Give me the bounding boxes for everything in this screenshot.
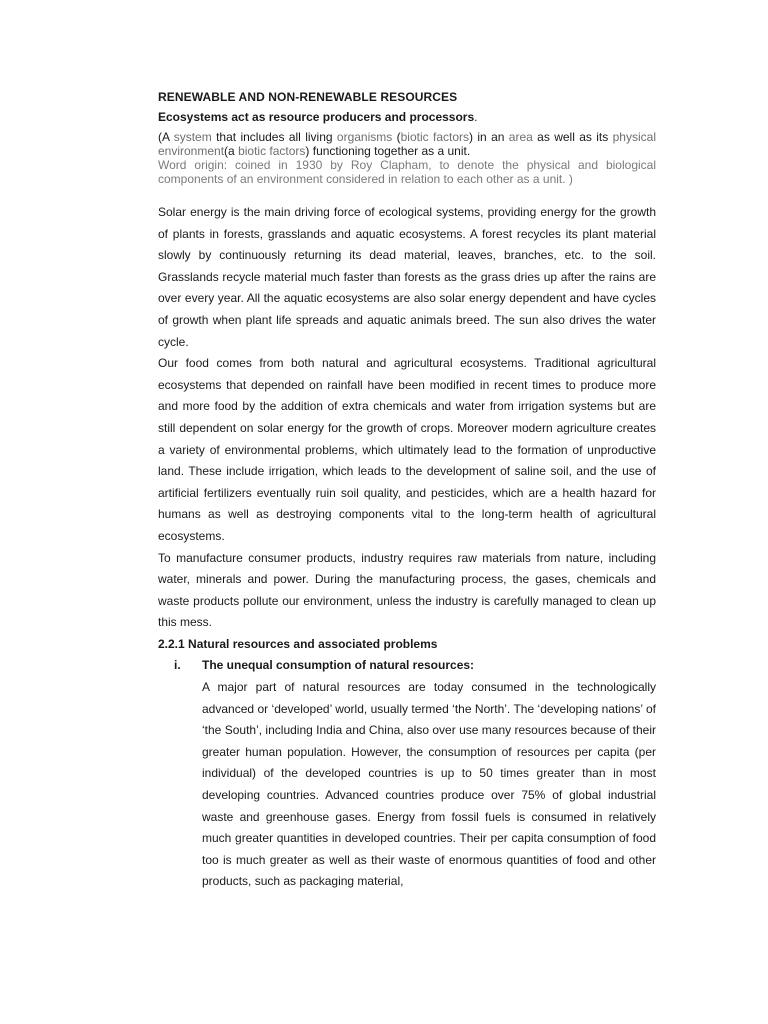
document-subtitle <box>158 108 656 126</box>
definition-text: ( <box>392 130 401 144</box>
link-area[interactable]: area <box>508 130 533 144</box>
ecosystem-definition <box>158 130 656 186</box>
list-item-body: A major part of natural resources are today consumed in the technologically advanced or ‘developed’ world, usually termed ‘the North’. The ‘developing nations’ of ‘the South’, including India and China, also over use many resources because of their greater human population. However, the consumption of resources per capita (per individual) of the developed countries is up to 50 times greater than in most developing countries. Advanced countries produce over 75% of global industrial waste and greenhouse gases. Energy from fossil fuels is consumed in relatively much greater quantities in developed countries. Their per capita consumption of food too is much greater as well as their waste of enormous quantities of food and other products, such as packaging material, <box>202 680 656 889</box>
document-content <box>158 88 656 893</box>
definition-text: (a <box>224 144 239 158</box>
link-organisms[interactable]: organisms <box>336 130 393 144</box>
link-biotic-factors[interactable]: biotic factors <box>400 130 470 144</box>
subtitle-period: . <box>474 110 478 124</box>
section-list <box>158 655 656 893</box>
definition-text: ) in an <box>469 130 509 144</box>
list-item <box>158 655 656 893</box>
link-system[interactable]: system <box>173 130 212 144</box>
list-item-title: The unequal consumption of natural resources: <box>202 658 475 673</box>
paragraph-solar-energy: Solar energy is the main driving force of ecological systems, providing energy for the growth of plants in forests, grasslands and aquatic ecosystems. A forest recycles its plant material slowly by continuously returning its dead material, leaves, branches, etc. to the soil. Grasslands recycle material much faster than forests as the grass dries up after the rains are over every year. All the aquatic ecosystems are also solar energy dependent and have cycles of growth when plant life spreads and aquatic animals breed. The sun also drives the water cycle. <box>158 205 656 349</box>
definition-text: (A <box>158 130 174 144</box>
subtitle-text: Ecosystems act as resource producers and processors <box>158 110 475 124</box>
link-physical-environment[interactable]: physical environment <box>158 130 656 158</box>
list-marker: i. <box>174 658 181 673</box>
link-abiotic-factors[interactable]: biotic factors <box>238 144 306 158</box>
paragraph-food: Our food comes from both natural and agricultural ecosystems. Traditional agricultural ecosystems that depended on rainfall have been modified in recent times to produce more and more food by the addition of extra chemicals and water from irrigation systems but are still dependent on solar energy for the growth of crops. Moreover modern agriculture creates a variety of environmental problems, which ultimately lead to the formation of unproductive land. These include irrigation, which leads to the development of saline soil, and the use of artificial fertilizers eventually ruin soil quality, and pesticides, which are a health hazard for humans as well as destroying components vital to the long-term health of agricultural ecosystems. <box>158 356 656 543</box>
definition-text: as well as its <box>532 130 613 144</box>
definition-text: that includes all living <box>211 130 337 144</box>
word-origin: Word origin: coined in 1930 by Roy Clapham, to denote the physical and biological components of an environment considered in relation to each other as a unit. ) <box>158 158 656 186</box>
document-title: RENEWABLE AND NON-RENEWABLE RESOURCES <box>158 90 458 104</box>
definition-text: ) functioning together as a unit. <box>305 144 471 158</box>
paragraph-manufacture: To manufacture consumer products, industry requires raw materials from nature, including water, minerals and power. During the manufacturing process, the gases, chemicals and waste products pollute our environment, unless the industry is carefully managed to clean up this mess. <box>158 550 656 630</box>
section-title: 2.2.1 Natural resources and associated problems <box>158 636 438 651</box>
